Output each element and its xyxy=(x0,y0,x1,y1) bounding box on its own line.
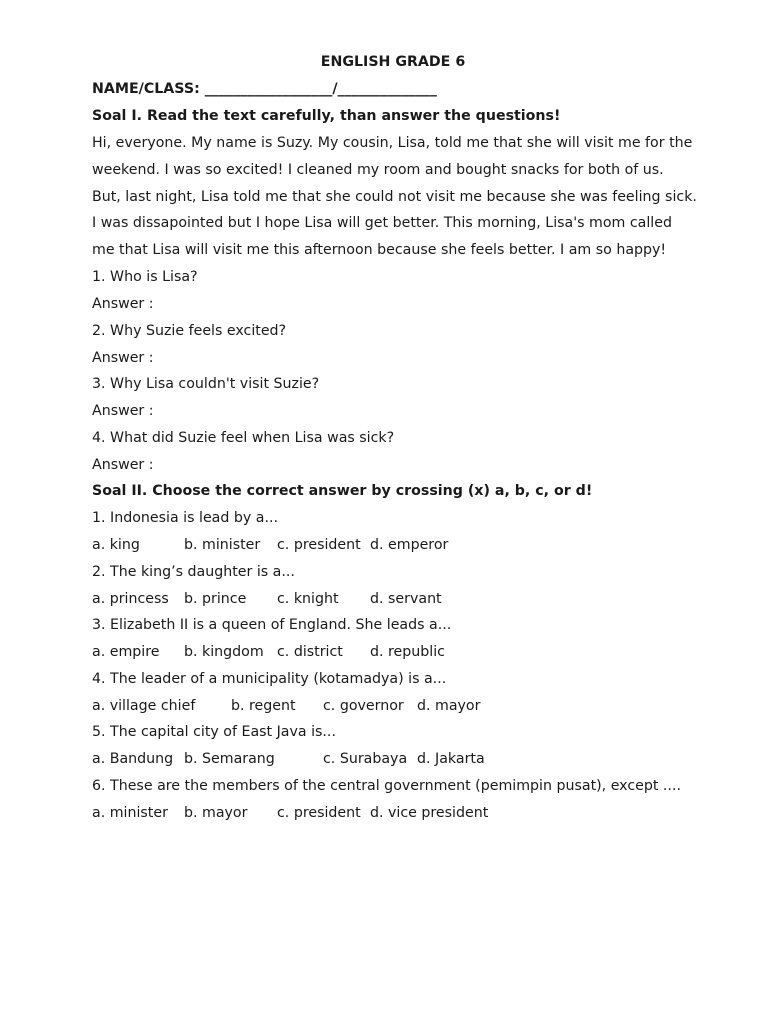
question-4: 4. What did Suzie feel when Lisa was sick? xyxy=(92,430,395,446)
option-a: a. minister xyxy=(92,805,168,821)
option-c: c. governor xyxy=(323,698,404,714)
question-2: 2. Why Suzie feels excited? xyxy=(92,323,287,339)
option-b: b. kingdom xyxy=(184,644,264,660)
section2-heading: Soal II. Choose the correct answer by crossing (x) a, b, c, or d! xyxy=(92,483,593,499)
name-class-field: NAME/CLASS: __________________/______________ xyxy=(92,81,437,97)
mc-question-5: 5. The capital city of East Java is... xyxy=(92,724,336,740)
mc-question-2: 2. The king’s daughter is a... xyxy=(92,564,295,580)
option-d: d. republic xyxy=(370,644,445,660)
option-a: a. Bandung xyxy=(92,751,174,767)
page-title: ENGLISH GRADE 6 xyxy=(320,54,466,70)
passage-line: me that Lisa will visit me this afternoon because she feels better. I am so happy! xyxy=(92,242,667,258)
option-a: a. empire xyxy=(92,644,160,660)
section1-heading: Soal I. Read the text carefully, than answer the questions! xyxy=(92,108,561,124)
answer-2: Answer : xyxy=(92,350,154,366)
option-b: b. mayor xyxy=(184,805,248,821)
option-c: c. Surabaya xyxy=(323,751,408,767)
option-b: b. prince xyxy=(184,591,247,607)
option-d: d. emperor xyxy=(370,537,449,553)
option-b: b. minister xyxy=(184,537,261,553)
option-c: c. district xyxy=(277,644,343,660)
option-d: d. Jakarta xyxy=(417,751,485,767)
question-3: 3. Why Lisa couldn't visit Suzie? xyxy=(92,376,320,392)
option-c: c. knight xyxy=(277,591,339,607)
mc-question-1: 1. Indonesia is lead by a... xyxy=(92,510,279,526)
option-d: d. servant xyxy=(370,591,442,607)
option-b: b. Semarang xyxy=(184,751,275,767)
question-1: 1. Who is Lisa? xyxy=(92,269,198,285)
passage-line: weekend. I was so excited! I cleaned my room and bought snacks for both of us. xyxy=(92,162,664,178)
option-a: a. village chief xyxy=(92,698,196,714)
passage-line: Hi, everyone. My name is Suzy. My cousin, Lisa, told me that she will visit me for the xyxy=(92,135,693,151)
passage-line: But, last night, Lisa told me that she could not visit me because she was feeling sick. xyxy=(92,189,697,205)
option-a: a. princess xyxy=(92,591,169,607)
answer-3: Answer : xyxy=(92,403,154,419)
option-d: d. mayor xyxy=(417,698,481,714)
mc-question-4: 4. The leader of a municipality (kotamadya) is a... xyxy=(92,671,447,687)
option-d: d. vice president xyxy=(370,805,489,821)
answer-1: Answer : xyxy=(92,296,154,312)
passage-line: I was dissapointed but I hope Lisa will get better. This morning, Lisa's mom called xyxy=(92,215,672,231)
option-b: b. regent xyxy=(231,698,296,714)
answer-4: Answer : xyxy=(92,457,154,473)
option-c: c. president xyxy=(277,805,361,821)
mc-question-3: 3. Elizabeth II is a queen of England. She leads a... xyxy=(92,617,452,633)
option-a: a. king xyxy=(92,537,140,553)
mc-question-6: 6. These are the members of the central government (pemimpin pusat), except .... xyxy=(92,778,681,794)
option-c: c. president xyxy=(277,537,361,553)
